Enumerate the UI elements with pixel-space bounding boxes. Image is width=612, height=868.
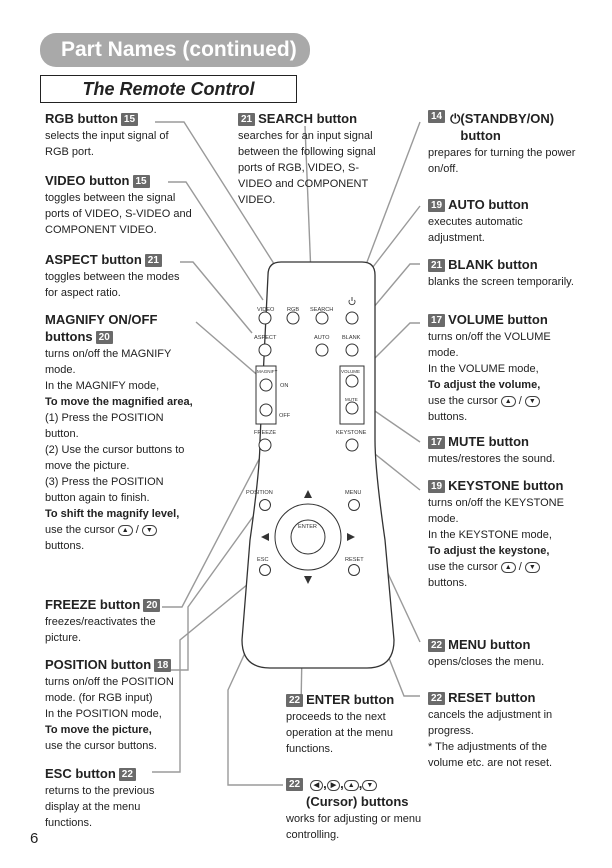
left-arrow-icon: ◀ xyxy=(310,780,323,791)
remote-label-volume: VOLUME xyxy=(341,369,361,374)
standby-ref: 14 xyxy=(428,110,445,123)
cursor-desc: works for adjusting or menu controlling. xyxy=(286,813,422,841)
mute-ref: 17 xyxy=(428,436,445,449)
remote-label-position: POSITION xyxy=(246,490,273,496)
menu-entry xyxy=(428,636,578,670)
remote-label-mute: MUTE xyxy=(345,397,358,402)
remote-label-menu: MENU xyxy=(345,490,362,496)
position-desc: turns on/off the POSITION mode. (for RGB input) xyxy=(45,676,174,704)
volume-key xyxy=(346,375,358,387)
rgb-title: RGB button xyxy=(45,111,118,126)
remote-label-reset: RESET xyxy=(345,557,364,563)
standby-entry xyxy=(428,110,578,177)
section-subtitle: The Remote Control xyxy=(40,75,297,103)
rgb-key xyxy=(287,312,299,324)
keystone-entry xyxy=(428,477,578,591)
esc-key xyxy=(260,565,271,576)
remote-label-search: SEARCH xyxy=(310,307,334,313)
remote-label-blank: BLANK xyxy=(342,335,361,341)
auto-ref: 19 xyxy=(428,199,445,212)
menu-title: MENU button xyxy=(448,637,531,652)
enter-desc: proceeds to the next operation at the menu functions. xyxy=(286,711,394,755)
esc-entry xyxy=(45,765,175,831)
page-number: 6 xyxy=(30,830,39,847)
blank-title: BLANK button xyxy=(448,257,538,272)
position-line-2: In the POSITION mode, xyxy=(45,708,162,720)
up-arrow-icon: ▲ xyxy=(501,562,516,573)
magnify-line-1: turns on/off the MAGNIFY mode. xyxy=(45,348,172,376)
remote-label-aspect: ASPECT xyxy=(254,335,277,341)
menu-desc: opens/closes the menu. xyxy=(428,656,545,668)
esc-desc: returns to the previous display at the menu functions. xyxy=(45,785,155,829)
up-arrow-icon: ▲ xyxy=(501,396,516,407)
down-arrow-icon: ▼ xyxy=(362,780,377,791)
magnify-entry xyxy=(45,311,195,554)
video-entry xyxy=(45,172,195,238)
remote-label-off: OFF xyxy=(279,413,291,419)
cursor-ref: 22 xyxy=(286,778,303,791)
magnify-title: MAGNIFY ON/OFF buttons xyxy=(45,312,158,344)
standby-desc: prepares for turning the power on/off. xyxy=(428,147,576,175)
cursor-entry xyxy=(286,775,426,843)
video-desc: toggles between the signal ports of VIDEO, S-VIDEO and COMPONENT VIDEO. xyxy=(45,192,192,236)
volume-tail-1: use the cursor xyxy=(428,395,498,407)
enter-ref: 22 xyxy=(286,694,303,707)
magnify-bold-1: To move the magnified area, xyxy=(45,396,193,408)
position-title: POSITION button xyxy=(45,657,152,672)
remote-label-enter: ENTER xyxy=(298,524,317,530)
reset-note: * The adjustments of the volume etc. are not reset. xyxy=(428,741,553,769)
search-entry xyxy=(238,110,388,208)
aspect-entry xyxy=(45,251,185,301)
video-title: VIDEO button xyxy=(45,173,130,188)
aspect-desc: toggles between the modes for aspect ratio. xyxy=(45,271,180,299)
blank-entry xyxy=(428,256,578,290)
video-ref: 15 xyxy=(133,175,150,188)
volume-ref: 17 xyxy=(428,314,445,327)
remote-label-on: ON xyxy=(280,383,289,389)
down-arrow-icon: ▼ xyxy=(525,396,540,407)
reset-ref: 22 xyxy=(428,692,445,705)
menu-key xyxy=(349,500,360,511)
volume-title: VOLUME button xyxy=(448,312,548,327)
remote-label-esc: ESC xyxy=(257,557,269,563)
volume-desc: turns on/off the VOLUME mode. xyxy=(428,331,551,359)
magnify-ref: 20 xyxy=(96,331,113,344)
reset-key xyxy=(349,565,360,576)
remote-label-video: VIDEO xyxy=(257,307,275,313)
esc-title: ESC button xyxy=(45,766,116,781)
keystone-tail-sep: / xyxy=(518,561,522,573)
freeze-desc: freezes/reactivates the picture. xyxy=(45,616,156,644)
up-arrow-icon: ▲ xyxy=(118,525,133,536)
cursor-sep-3: , xyxy=(358,776,363,791)
remote-label-magnify: MAGNIFY xyxy=(257,369,278,374)
auto-entry xyxy=(428,196,578,246)
aspect-key xyxy=(259,344,271,356)
reset-title: RESET button xyxy=(448,690,536,705)
rgb-entry xyxy=(45,110,195,160)
keystone-ref: 19 xyxy=(428,480,445,493)
reset-entry xyxy=(428,689,578,771)
standby-key xyxy=(346,312,358,324)
freeze-entry xyxy=(45,596,185,646)
search-title: SEARCH button xyxy=(258,111,358,126)
auto-desc: executes automatic adjustment. xyxy=(428,216,523,244)
keystone-line-2: In the KEYSTONE mode, xyxy=(428,529,552,541)
freeze-key xyxy=(259,439,271,451)
cursor-title: (Cursor) buttons xyxy=(306,794,409,809)
cursor-sep-1: , xyxy=(323,776,327,791)
volume-entry xyxy=(428,311,578,425)
cursor-sep-2: , xyxy=(340,776,344,791)
down-arrow-icon: ▼ xyxy=(142,525,157,536)
magnify-tail-2: buttons. xyxy=(45,540,85,552)
volume-line-2: In the VOLUME mode, xyxy=(428,363,539,375)
blank-ref: 21 xyxy=(428,259,445,272)
keystone-title: KEYSTONE button xyxy=(448,478,564,493)
search-key xyxy=(316,312,328,324)
magnify-step-2: (2) Use the cursor buttons to move the picture. xyxy=(45,444,185,472)
auto-key xyxy=(316,344,328,356)
position-entry xyxy=(45,656,195,754)
magnify-tail-1: use the cursor xyxy=(45,524,115,536)
aspect-ref: 21 xyxy=(145,254,162,267)
power-icon: ⏻ xyxy=(450,111,461,126)
auto-title: AUTO button xyxy=(448,197,529,212)
magnify-step-1: (1) Press the POSITION button. xyxy=(45,412,164,440)
rgb-ref: 15 xyxy=(121,113,138,126)
keystone-desc: turns on/off the KEYSTONE mode. xyxy=(428,497,564,525)
remote-label-rgb: RGB xyxy=(287,307,300,313)
position-tail: use the cursor buttons. xyxy=(45,740,157,752)
volume-bold: To adjust the volume, xyxy=(428,379,541,391)
enter-entry xyxy=(286,691,416,757)
video-key xyxy=(259,312,271,324)
keystone-key xyxy=(346,439,358,451)
down-arrow-icon: ▼ xyxy=(525,562,540,573)
keystone-tail-2: buttons. xyxy=(428,577,468,589)
remote-label-keystone: KEYSTONE xyxy=(336,430,367,436)
mute-entry xyxy=(428,433,578,467)
magnify-bold-2: To shift the magnify level, xyxy=(45,508,180,520)
magnify-off-key xyxy=(260,404,272,416)
magnify-step-3: (3) Press the POSITION button again to finish. xyxy=(45,476,164,504)
search-ref: 21 xyxy=(238,113,255,126)
search-desc: searches for an input signal between the following signal ports of RGB, VIDEO, S-VIDEO and COMPONENT VIDEO. xyxy=(238,130,376,206)
volume-tail-sep: / xyxy=(518,395,522,407)
blank-key xyxy=(346,344,358,356)
position-key xyxy=(260,500,271,511)
freeze-title: FREEZE button xyxy=(45,597,141,612)
section-banner: Part Names (continued) xyxy=(40,33,310,67)
position-bold: To move the picture, xyxy=(45,724,152,736)
remote-label-freeze: FREEZE xyxy=(254,430,277,436)
keystone-tail-1: use the cursor xyxy=(428,561,498,573)
magnify-on-key xyxy=(260,379,272,391)
mute-desc: mutes/restores the sound. xyxy=(428,453,556,465)
standby-title: (STANDBY/ON) button xyxy=(460,111,555,143)
mute-key xyxy=(346,402,358,414)
magnify-tail-sep: / xyxy=(135,524,139,536)
keystone-bold: To adjust the keystone, xyxy=(428,545,550,557)
esc-ref: 22 xyxy=(119,768,136,781)
blank-desc: blanks the screen temporarily. xyxy=(428,276,574,288)
position-ref: 18 xyxy=(154,659,171,672)
volume-tail-2: buttons. xyxy=(428,411,468,423)
menu-ref: 22 xyxy=(428,639,445,652)
freeze-ref: 20 xyxy=(143,599,160,612)
up-arrow-icon: ▲ xyxy=(344,780,359,791)
mute-title: MUTE button xyxy=(448,434,529,449)
reset-desc: cancels the adjustment in progress. xyxy=(428,709,553,737)
rgb-desc: selects the input signal of RGB port. xyxy=(45,130,169,158)
remote-label-auto: AUTO xyxy=(314,335,330,341)
aspect-title: ASPECT button xyxy=(45,252,142,267)
right-arrow-icon: ▶ xyxy=(327,780,340,791)
magnify-line-2: In the MAGNIFY mode, xyxy=(45,380,160,392)
enter-title: ENTER button xyxy=(306,692,395,707)
